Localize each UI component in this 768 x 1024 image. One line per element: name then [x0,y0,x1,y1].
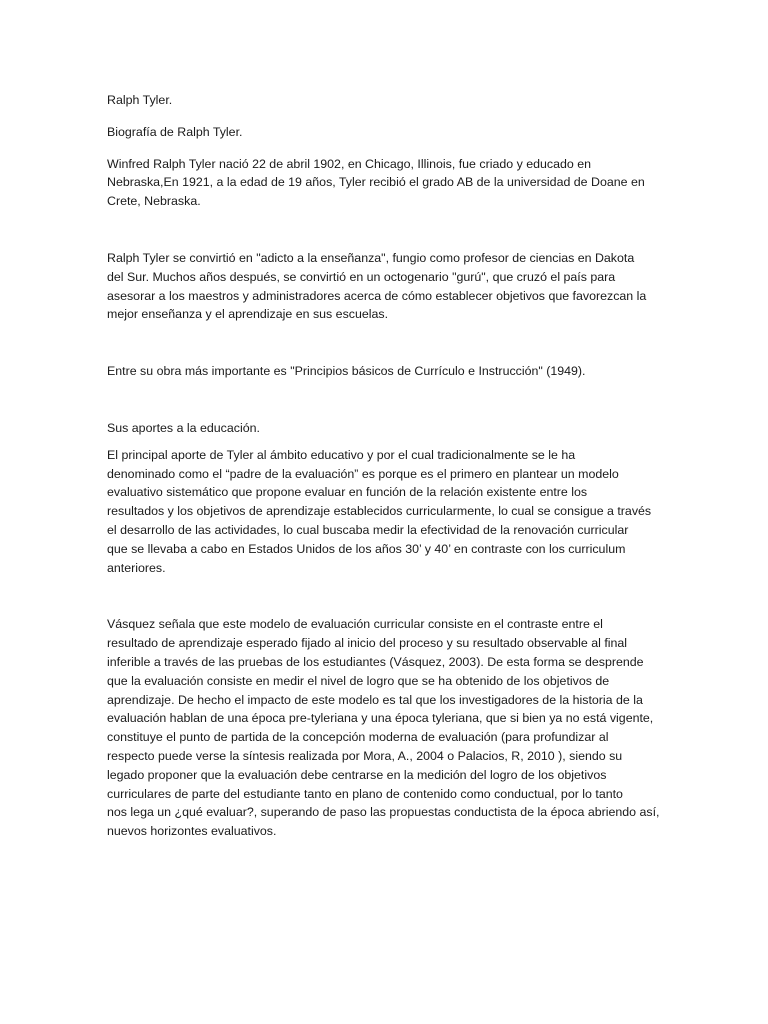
document-title: Ralph Tyler. [107,93,173,107]
paragraph-aportes: El principal aporte de Tyler al ámbito educativo y por el cual tradicionalmente se le ha denominado como el “padre de la evaluación” es porque es el primero en plantear un modelo evaluativo sistemático que propone evaluar en función de la relación existente entre los resultados y los objetivos de aprendizaje establecidos curricularmente, lo cual se consigue a través el desarrollo de las actividades, lo cual buscaba medir la efectividad de la renovación curricular que se llevaba a cabo en Estados Unidos de los años 30’ y 40’ en contraste con los curriculum anteriores. [107,447,652,575]
section-heading-aportes: Sus aportes a la educación. [107,420,260,435]
document-subtitle: Biografía de Ralph Tyler. [107,124,243,139]
paragraph-bio: Winfred Ralph Tyler nació 22 de abril 1902, en Chicago, Illinois, fue criado y educado en Nebraska,En 1921, a la edad de 19 años, Tyler recibió el grado AB de la universidad de Doane en Crete, Nebraska. [107,156,645,209]
paragraph-vasquez: Vásquez señala que este modelo de evaluación curricular consiste en el contraste entre el resultado de aprendizaje esperado fijado al inicio del proceso y su resultado observable al final inferible a través de las pruebas de los estudiantes (Vásquez, 2003). De esta forma se desprende que la evaluación consiste en medir el nivel de logro que se ha obtenido de los objetivos de aprendizaje. De hecho el impacto de este modelo es tal que los investigadores de la historia de la evaluación hablan de una época pre-tyleriana y una época tyleriana, que si bien ya no está vigente, constituye el punto de partida de la concepción moderna de evaluación (para profundizar al respecto puede verse la síntesis realizada por Mora, A., 2004 o Palacios, R, 2010 ), siendo su legado proponer que la evaluación debe centrarse en la medición del logro de los objetivos curriculares de parte del estudiante tanto en plano de contenido como conductual, por lo tanto nos lega un ¿qué evaluar?, superando de paso las propuestas conductista de la época abriendo así, nuevos horizontes evaluativos. [107,617,660,839]
paragraph-career: Ralph Tyler se convirtió en "adicto a la enseñanza", fungio como profesor de ciencias en Dakota del Sur. Muchos años después, se convirtió en un octogenario "gurú", que cruzó el país para asesorar a los maestros y administradores acerca de cómo establecer objetivos que favorezcan la mejor enseñanza y el aprendizaje en sus escuelas. [107,250,647,322]
paragraph-work: Entre su obra más importante es "Principios básicos de Currículo e Instrucción" (1949). [107,364,586,379]
